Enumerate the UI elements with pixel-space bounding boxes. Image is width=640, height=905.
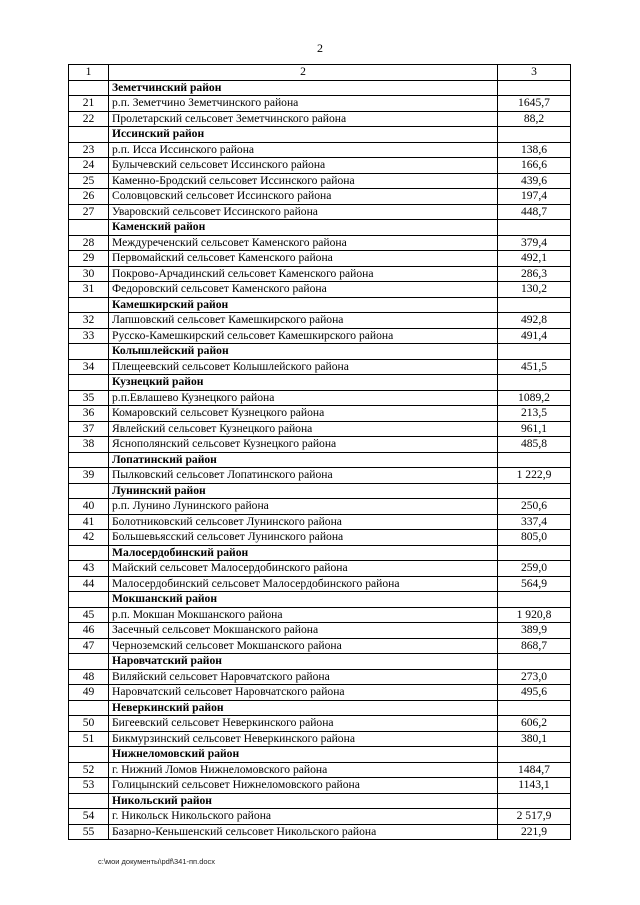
settlement-name: р.п.Евлашево Кузнецкого района [109, 390, 498, 406]
row-number-cell [69, 375, 109, 391]
row-value-cell [498, 127, 571, 143]
district-name: Лопатинский район [109, 452, 498, 468]
row-value: 868,7 [498, 638, 571, 654]
row-value: 286,3 [498, 266, 571, 282]
district-header-row [69, 654, 571, 670]
row-number: 53 [69, 778, 109, 794]
row-number-cell [69, 297, 109, 313]
table-row [69, 437, 571, 453]
column-header-value: 3 [498, 65, 571, 81]
district-name: Камешкирский район [109, 297, 498, 313]
district-header-row [69, 344, 571, 360]
row-value: 448,7 [498, 204, 571, 220]
row-value: 213,5 [498, 406, 571, 422]
row-number: 32 [69, 313, 109, 329]
table-row [69, 638, 571, 654]
settlement-name: Каменно-Бродский сельсовет Иссинского района [109, 173, 498, 189]
row-value: 197,4 [498, 189, 571, 205]
row-value: 259,0 [498, 561, 571, 577]
settlement-name: р.п. Лунино Лунинского района [109, 499, 498, 515]
row-value: 221,9 [498, 824, 571, 840]
row-value: 492,1 [498, 251, 571, 267]
row-number: 36 [69, 406, 109, 422]
row-number: 44 [69, 576, 109, 592]
table-row [69, 778, 571, 794]
row-number: 27 [69, 204, 109, 220]
settlement-name: Комаровский сельсовет Кузнецкого района [109, 406, 498, 422]
settlement-name: Русско-Камешкирский сельсовет Камешкирского района [109, 328, 498, 344]
settlement-name: г. Нижний Ломов Нижнеломовского района [109, 762, 498, 778]
row-number: 33 [69, 328, 109, 344]
row-value: 379,4 [498, 235, 571, 251]
footer-file-path: c:\мои документы\pdf\341-пп.docx [98, 857, 216, 866]
table-row [69, 809, 571, 825]
settlement-name: Первомайский сельсовет Каменского района [109, 251, 498, 267]
table-row [69, 468, 571, 484]
row-value: 1 920,8 [498, 607, 571, 623]
row-value: 273,0 [498, 669, 571, 685]
row-number: 38 [69, 437, 109, 453]
table-row [69, 576, 571, 592]
row-number: 25 [69, 173, 109, 189]
settlement-name: Наровчатский сельсовет Наровчатского района [109, 685, 498, 701]
row-value: 130,2 [498, 282, 571, 298]
row-value: 491,4 [498, 328, 571, 344]
row-value-cell [498, 747, 571, 763]
table-row [69, 282, 571, 298]
district-header-row [69, 297, 571, 313]
table-row [69, 266, 571, 282]
settlement-name: Бигеевский сельсовет Неверкинского района [109, 716, 498, 732]
table-row [69, 716, 571, 732]
district-header-row [69, 127, 571, 143]
row-value: 2 517,9 [498, 809, 571, 825]
row-number: 50 [69, 716, 109, 732]
district-header-row [69, 700, 571, 716]
row-value-cell [498, 592, 571, 608]
district-name: Иссинский район [109, 127, 498, 143]
district-name: Малосердобинский район [109, 545, 498, 561]
table-row [69, 499, 571, 515]
district-name: Нижнеломовский район [109, 747, 498, 763]
row-value: 88,2 [498, 111, 571, 127]
row-number: 52 [69, 762, 109, 778]
district-header-row [69, 220, 571, 236]
row-number: 30 [69, 266, 109, 282]
row-value-cell [498, 700, 571, 716]
settlement-name: Плещеевский сельсовет Колышлейского района [109, 359, 498, 375]
settlement-name: Голицынский сельсовет Нижнеломовского района [109, 778, 498, 794]
settlement-name: Покрово-Арчадинский сельсовет Каменского района [109, 266, 498, 282]
district-name: Земетчинский район [109, 80, 498, 96]
row-number: 46 [69, 623, 109, 639]
row-number-cell [69, 747, 109, 763]
row-number: 43 [69, 561, 109, 577]
row-value-cell [498, 220, 571, 236]
row-number: 22 [69, 111, 109, 127]
data-table [68, 64, 571, 840]
district-name: Никольский район [109, 793, 498, 809]
settlement-name: Малосердобинский сельсовет Малосердобинского района [109, 576, 498, 592]
table-header-row [69, 65, 571, 81]
district-header-row [69, 483, 571, 499]
row-value: 389,9 [498, 623, 571, 639]
row-number: 21 [69, 96, 109, 112]
settlement-name: Булычевский сельсовет Иссинского района [109, 158, 498, 174]
row-value: 961,1 [498, 421, 571, 437]
district-header-row [69, 375, 571, 391]
row-value: 380,1 [498, 731, 571, 747]
district-header-row [69, 793, 571, 809]
row-number: 49 [69, 685, 109, 701]
district-name: Наровчатский район [109, 654, 498, 670]
row-value: 138,6 [498, 142, 571, 158]
table-row [69, 685, 571, 701]
settlement-name: р.п. Исса Иссинского района [109, 142, 498, 158]
row-value-cell [498, 545, 571, 561]
settlement-name: Явлейский сельсовет Кузнецкого района [109, 421, 498, 437]
settlement-name: р.п. Земетчино Земетчинского района [109, 96, 498, 112]
row-value: 1 222,9 [498, 468, 571, 484]
row-value-cell [498, 793, 571, 809]
row-value-cell [498, 654, 571, 670]
table-row [69, 514, 571, 530]
page-number: 2 [317, 41, 323, 55]
table-row [69, 623, 571, 639]
row-number: 26 [69, 189, 109, 205]
table-row [69, 762, 571, 778]
settlement-name: Болотниковский сельсовет Лунинского района [109, 514, 498, 530]
district-header-row [69, 452, 571, 468]
column-header-name: 2 [109, 65, 498, 81]
row-number: 37 [69, 421, 109, 437]
table-row [69, 669, 571, 685]
row-number: 45 [69, 607, 109, 623]
row-number-cell [69, 793, 109, 809]
settlement-name: Лапшовский сельсовет Камешкирского района [109, 313, 498, 329]
row-value: 485,8 [498, 437, 571, 453]
table-row [69, 111, 571, 127]
row-number: 24 [69, 158, 109, 174]
table-row [69, 359, 571, 375]
row-number: 41 [69, 514, 109, 530]
row-number: 54 [69, 809, 109, 825]
row-number: 48 [69, 669, 109, 685]
table-row [69, 313, 571, 329]
district-name: Колышлейский район [109, 344, 498, 360]
row-value: 805,0 [498, 530, 571, 546]
row-value: 492,8 [498, 313, 571, 329]
row-value-cell [498, 297, 571, 313]
row-number: 29 [69, 251, 109, 267]
row-value: 451,5 [498, 359, 571, 375]
row-number: 51 [69, 731, 109, 747]
district-name: Лунинский район [109, 483, 498, 499]
settlement-name: Междуреченский сельсовет Каменского района [109, 235, 498, 251]
row-value: 337,4 [498, 514, 571, 530]
district-name: Мокшанский район [109, 592, 498, 608]
settlement-name: Черноземский сельсовет Мокшанского района [109, 638, 498, 654]
row-value: 1484,7 [498, 762, 571, 778]
row-number-cell [69, 592, 109, 608]
table-row [69, 731, 571, 747]
row-value-cell [498, 344, 571, 360]
district-header-row [69, 592, 571, 608]
table-row [69, 406, 571, 422]
row-value-cell [498, 483, 571, 499]
settlement-name: Федоровский сельсовет Каменского района [109, 282, 498, 298]
row-number: 39 [69, 468, 109, 484]
row-number: 23 [69, 142, 109, 158]
settlement-name: Уваровский сельсовет Иссинского района [109, 204, 498, 220]
row-number-cell [69, 80, 109, 96]
settlement-name: г. Никольск Никольского района [109, 809, 498, 825]
table-row [69, 235, 571, 251]
row-value: 166,6 [498, 158, 571, 174]
row-number: 40 [69, 499, 109, 515]
table-row [69, 390, 571, 406]
settlement-name: Засечный сельсовет Мокшанского района [109, 623, 498, 639]
settlement-name: Соловцовский сельсовет Иссинского района [109, 189, 498, 205]
row-value: 606,2 [498, 716, 571, 732]
row-number-cell [69, 700, 109, 716]
row-number: 31 [69, 282, 109, 298]
settlement-name: Большевьясский сельсовет Лунинского района [109, 530, 498, 546]
row-number-cell [69, 220, 109, 236]
table-row [69, 561, 571, 577]
table-row [69, 328, 571, 344]
table-row [69, 173, 571, 189]
row-number: 42 [69, 530, 109, 546]
table-row [69, 96, 571, 112]
row-value-cell [498, 80, 571, 96]
settlement-name: Яснополянский сельсовет Кузнецкого района [109, 437, 498, 453]
row-value: 564,9 [498, 576, 571, 592]
row-value: 1143,1 [498, 778, 571, 794]
table-row [69, 251, 571, 267]
row-value: 250,6 [498, 499, 571, 515]
row-value: 1089,2 [498, 390, 571, 406]
row-number: 28 [69, 235, 109, 251]
table-row [69, 530, 571, 546]
table-row [69, 158, 571, 174]
settlement-name: Базарно-Кеньшенский сельсовет Никольского района [109, 824, 498, 840]
row-number-cell [69, 127, 109, 143]
row-value: 439,6 [498, 173, 571, 189]
table-row [69, 204, 571, 220]
row-value-cell [498, 375, 571, 391]
district-header-row [69, 545, 571, 561]
row-value: 1645,7 [498, 96, 571, 112]
district-header-row [69, 80, 571, 96]
row-number-cell [69, 654, 109, 670]
settlement-name: Пылковский сельсовет Лопатинского района [109, 468, 498, 484]
district-name: Кузнецкий район [109, 375, 498, 391]
district-name: Каменский район [109, 220, 498, 236]
table-row [69, 607, 571, 623]
table-body [69, 65, 571, 840]
settlement-name: Майский сельсовет Малосердобинского района [109, 561, 498, 577]
row-number: 35 [69, 390, 109, 406]
district-header-row [69, 747, 571, 763]
row-number-cell [69, 452, 109, 468]
settlement-name: р.п. Мокшан Мокшанского района [109, 607, 498, 623]
table-row [69, 421, 571, 437]
row-number: 55 [69, 824, 109, 840]
row-value-cell [498, 452, 571, 468]
district-name: Неверкинский район [109, 700, 498, 716]
settlement-name: Бикмурзинский сельсовет Неверкинского района [109, 731, 498, 747]
row-number-cell [69, 483, 109, 499]
column-header-number: 1 [69, 65, 109, 81]
row-number-cell [69, 344, 109, 360]
settlement-name: Виляйский сельсовет Наровчатского района [109, 669, 498, 685]
table-row [69, 189, 571, 205]
row-number: 34 [69, 359, 109, 375]
row-value: 495,6 [498, 685, 571, 701]
table-row [69, 824, 571, 840]
row-number-cell [69, 545, 109, 561]
table-row [69, 142, 571, 158]
row-number: 47 [69, 638, 109, 654]
settlement-name: Пролетарский сельсовет Земетчинского района [109, 111, 498, 127]
